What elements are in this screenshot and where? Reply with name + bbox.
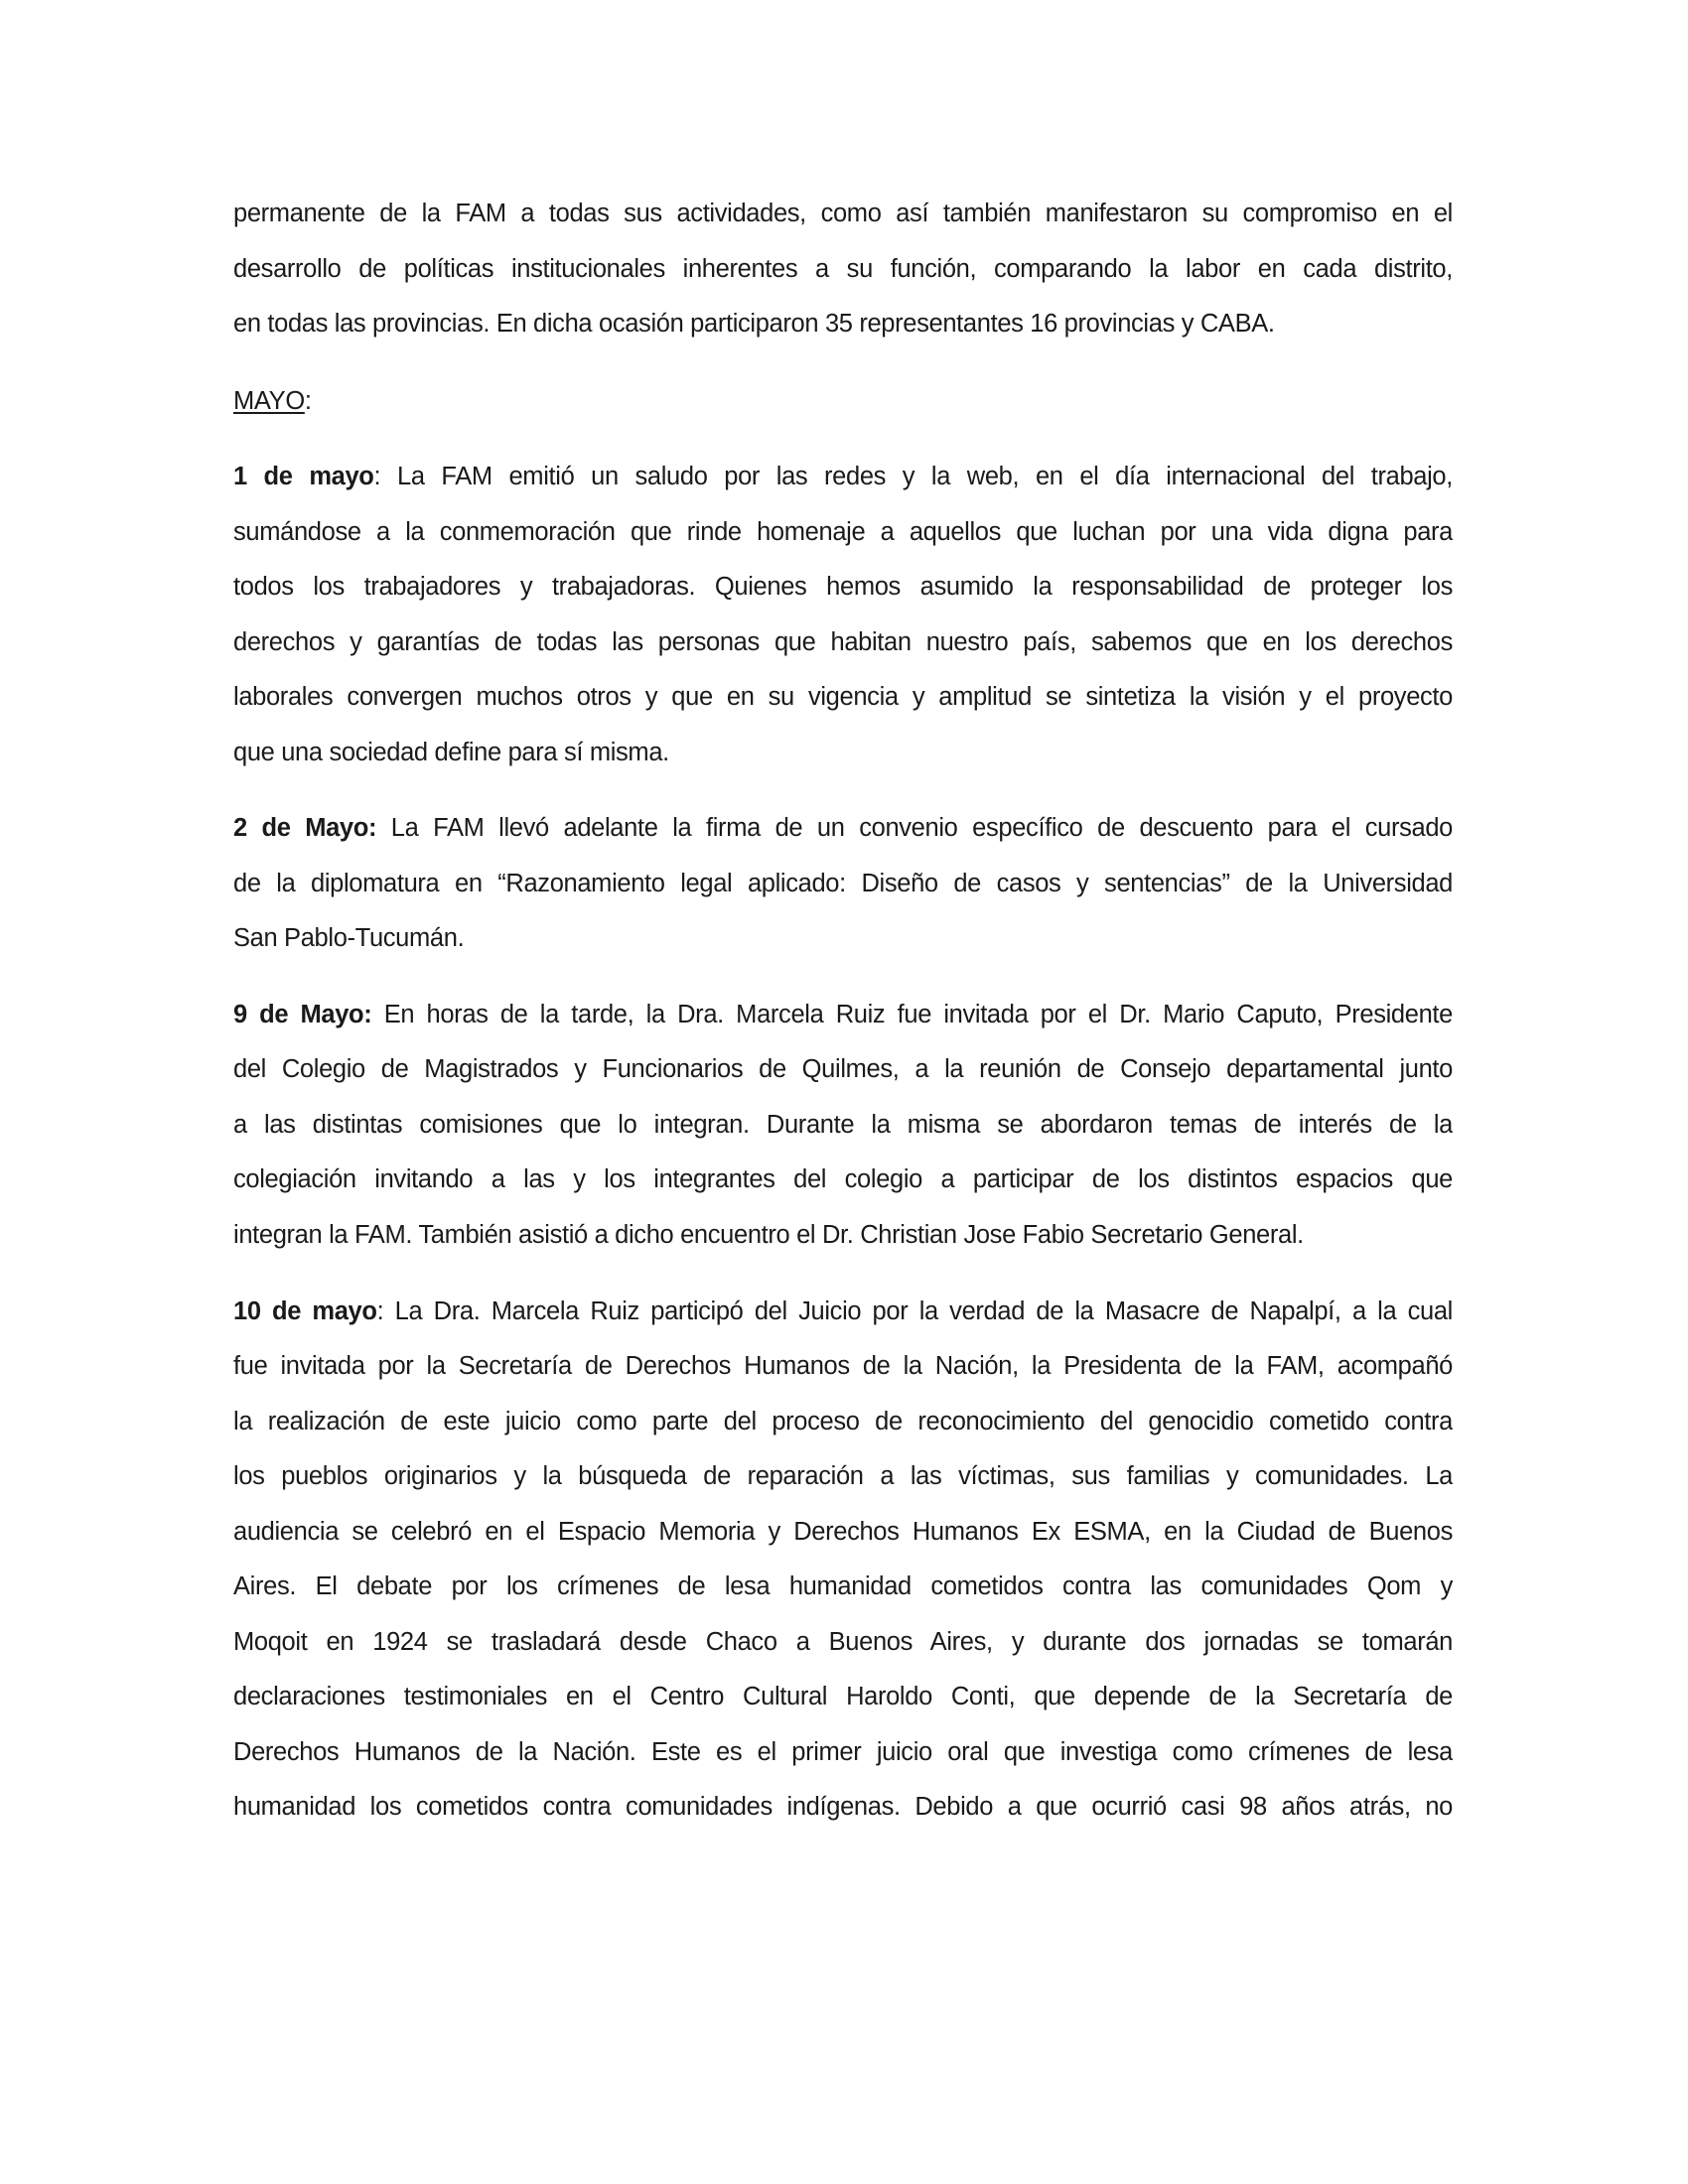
entry-line: del Colegio de Magistrados y Funcionarios de Quilmes, a la reunión de Consejo departamental junto bbox=[233, 1055, 1453, 1083]
entry-first-line bbox=[233, 1292, 1453, 1331]
entry-date-label: 2 de Mayo: bbox=[233, 814, 377, 842]
entry-line: laborales convergen muchos otros y que en su vigencia y amplitud se sintetiza la visión y el proyecto bbox=[233, 683, 1453, 711]
entry-first-line bbox=[233, 457, 1453, 496]
section-title: MAYO bbox=[233, 387, 305, 415]
entry-first-line bbox=[233, 808, 1453, 848]
entry-text: La Dra. Marcela Ruiz participó del Juicio por la verdad de la Masacre de Napalpí, a la cual bbox=[383, 1297, 1453, 1325]
entry-date-label: 1 de mayo bbox=[233, 463, 374, 490]
entry-date-label: 9 de Mayo: bbox=[233, 1001, 372, 1028]
intro-line: permanente de la FAM a todas sus actividades, como así también manifestaron su compromiso en el bbox=[233, 200, 1453, 227]
entry-line: integran la FAM. También asistió a dicho encuentro el Dr. Christian Jose Fabio Secretario General. bbox=[233, 1221, 1304, 1249]
entry-line: sumándose a la conmemoración que rinde homenaje a aquellos que luchan por una vida digna para bbox=[233, 518, 1453, 546]
entry-line: derechos y garantías de todas las personas que habitan nuestro país, sabemos que en los derechos bbox=[233, 628, 1453, 656]
entry-line: de la diplomatura en “Razonamiento legal aplicado: Diseño de casos y sentencias” de la Universidad bbox=[233, 870, 1453, 897]
entry-line: Aires. El debate por los crímenes de lesa humanidad cometidos contra las comunidades Qom y bbox=[233, 1572, 1453, 1600]
entry-line: que una sociedad define para sí misma. bbox=[233, 739, 669, 766]
entry-line: declaraciones testimoniales en el Centro Cultural Haroldo Conti, que depende de la Secretaría de bbox=[233, 1683, 1453, 1710]
entry-line: audiencia se celebró en el Espacio Memoria y Derechos Humanos Ex ESMA, en la Ciudad de Buenos bbox=[233, 1518, 1453, 1546]
entry-first-line bbox=[233, 995, 1453, 1034]
entry-line: los pueblos originarios y la búsqueda de reparación a las víctimas, sus familias y comunidades. La bbox=[233, 1462, 1453, 1490]
entry-line: humanidad los cometidos contra comunidades indígenas. Debido a que ocurrió casi 98 años atrás, no bbox=[233, 1793, 1453, 1821]
entry-line: colegiación invitando a las y los integrantes del colegio a participar de los distintos espacios que bbox=[233, 1165, 1453, 1193]
entry-line: la realización de este juicio como parte del proceso de reconocimiento del genocidio cometido contra bbox=[233, 1408, 1453, 1435]
entry-date-label: 10 de mayo bbox=[233, 1297, 377, 1325]
entry-label-suffix: : bbox=[373, 463, 381, 490]
entry-text: En horas de la tarde, la Dra. Marcela Ruiz fue invitada por el Dr. Mario Caputo, Presidente bbox=[371, 1001, 1453, 1028]
entry-line: a las distintas comisiones que lo integran. Durante la misma se abordaron temas de interés de la bbox=[233, 1111, 1453, 1139]
entry-line: Moqoit en 1924 se trasladará desde Chaco a Buenos Aires, y durante dos jornadas se tomarán bbox=[233, 1628, 1453, 1656]
section-heading bbox=[233, 381, 1453, 421]
entry-line: todos los trabajadores y trabajadoras. Quienes hemos asumido la responsabilidad de proteger los bbox=[233, 573, 1453, 601]
intro-line: desarrollo de políticas institucionales inherentes a su función, comparando la labor en cada distrito, bbox=[233, 255, 1453, 283]
entry-text: La FAM emitió un saludo por las redes y la web, en el día internacional del trabajo, bbox=[380, 463, 1453, 490]
intro-line: en todas las provincias. En dicha ocasión participaron 35 representantes 16 provincias y CABA. bbox=[233, 310, 1275, 338]
entry-line: San Pablo-Tucumán. bbox=[233, 924, 465, 952]
entry-text: La FAM llevó adelante la firma de un convenio específico de descuento para el cursado bbox=[376, 814, 1453, 842]
entry-line: fue invitada por la Secretaría de Derechos Humanos de la Nación, la Presidenta de la FAM, acompañó bbox=[233, 1352, 1453, 1380]
entry-line: Derechos Humanos de la Nación. Este es el primer juicio oral que investiga como crímenes de lesa bbox=[233, 1738, 1453, 1766]
section-colon: : bbox=[304, 387, 312, 415]
entry-label-suffix: : bbox=[376, 1297, 384, 1325]
